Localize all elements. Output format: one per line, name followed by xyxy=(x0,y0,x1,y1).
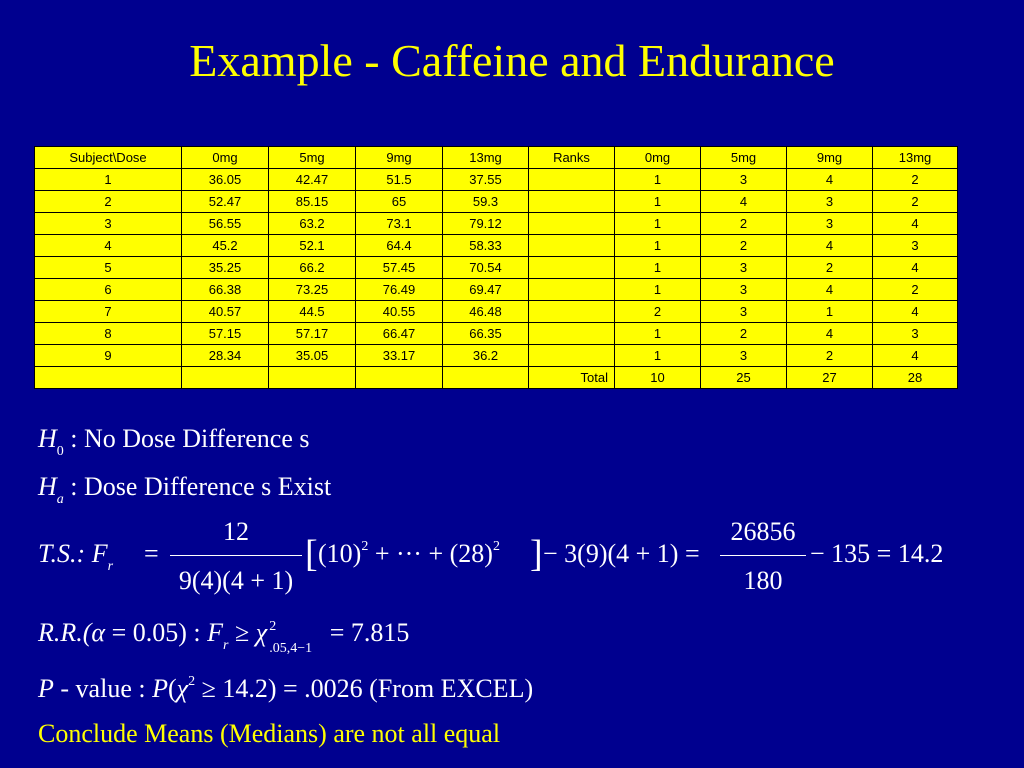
ha-subscript: a xyxy=(56,492,64,507)
ts-fraction-1 xyxy=(170,517,302,595)
column-header: 5mg xyxy=(269,147,356,169)
ts-term1: (10) xyxy=(318,539,362,568)
table-cell xyxy=(529,213,615,235)
table-row xyxy=(35,279,958,301)
table-cell: 4 xyxy=(35,235,182,257)
ts-label xyxy=(38,539,113,574)
rr-f-sub: r xyxy=(223,638,229,653)
table-cell xyxy=(529,301,615,323)
h0-symbol: H xyxy=(38,424,57,453)
column-header: 0mg xyxy=(182,147,269,169)
table-cell: 2 xyxy=(873,279,958,301)
table-cell: 2 xyxy=(873,169,958,191)
rejection-region xyxy=(38,618,410,656)
total-cell: 25 xyxy=(701,367,787,389)
table-cell: 37.55 xyxy=(443,169,529,191)
table-cell: 35.05 xyxy=(269,345,356,367)
chi-symbol: χ xyxy=(255,618,268,647)
ha-symbol: H xyxy=(38,472,57,501)
table-row xyxy=(35,257,958,279)
frac2-bar xyxy=(720,555,806,556)
table-cell xyxy=(529,169,615,191)
table-cell: 3 xyxy=(873,323,958,345)
table-cell: 1 xyxy=(615,323,701,345)
table-row xyxy=(35,213,958,235)
rr-label: R.R.( xyxy=(38,618,92,647)
rr-result: = 7.815 xyxy=(323,618,410,647)
column-header: 13mg xyxy=(873,147,958,169)
rr-chi-scripts xyxy=(267,618,323,656)
table-cell: 40.57 xyxy=(182,301,269,323)
ts-minus-part: − 3(9)(4 + 1) = xyxy=(543,539,700,568)
table-row xyxy=(35,235,958,257)
total-cell xyxy=(35,367,182,389)
table-cell: 64.4 xyxy=(356,235,443,257)
ts-sum-terms xyxy=(318,539,500,574)
ts-result: − 135 = 14.2 xyxy=(810,539,944,568)
table-cell: 66.2 xyxy=(269,257,356,279)
table-cell: 3 xyxy=(701,169,787,191)
table-cell: 4 xyxy=(701,191,787,213)
table-row xyxy=(35,169,958,191)
bracket-open: [ xyxy=(305,533,318,575)
total-cell: 27 xyxy=(787,367,873,389)
table-cell: 33.17 xyxy=(356,345,443,367)
table-cell xyxy=(529,323,615,345)
total-cell xyxy=(443,367,529,389)
table-cell xyxy=(529,257,615,279)
table-cell: 9 xyxy=(35,345,182,367)
table-cell: 66.38 xyxy=(182,279,269,301)
table-cell: 73.25 xyxy=(269,279,356,301)
table-cell: 2 xyxy=(615,301,701,323)
table-cell: 76.49 xyxy=(356,279,443,301)
total-cell xyxy=(269,367,356,389)
table-cell: 65 xyxy=(356,191,443,213)
table-cell: 1 xyxy=(615,279,701,301)
table-row xyxy=(35,191,958,213)
rr-alpha-value: = 0.05) : xyxy=(105,618,208,647)
table-cell: 6 xyxy=(35,279,182,301)
table-cell: 2 xyxy=(701,213,787,235)
table-cell: 66.35 xyxy=(443,323,529,345)
column-header: 9mg xyxy=(787,147,873,169)
ts-fraction-2 xyxy=(720,517,806,595)
p-chi-symbol: χ xyxy=(176,674,189,703)
table-cell: 1 xyxy=(615,257,701,279)
frac2-denominator: 180 xyxy=(743,566,783,595)
table-cell: 4 xyxy=(787,169,873,191)
table-cell: 2 xyxy=(701,323,787,345)
table-cell: 69.47 xyxy=(443,279,529,301)
ts-term1-sup: 2 xyxy=(361,539,369,554)
table-cell: 1 xyxy=(35,169,182,191)
table-cell: 58.33 xyxy=(443,235,529,257)
rr-chi-sub: .05,4−1 xyxy=(269,641,313,656)
table-cell: 2 xyxy=(787,257,873,279)
table-cell: 51.5 xyxy=(356,169,443,191)
null-hypothesis xyxy=(38,424,310,459)
rr-f: F xyxy=(207,618,224,647)
table-cell: 42.47 xyxy=(269,169,356,191)
table-cell xyxy=(529,345,615,367)
table-cell: 1 xyxy=(615,169,701,191)
table-cell: 4 xyxy=(873,301,958,323)
p-label: - value : xyxy=(53,674,153,703)
table-cell: 4 xyxy=(873,257,958,279)
column-header: 9mg xyxy=(356,147,443,169)
table-cell: 57.45 xyxy=(356,257,443,279)
table-cell: 4 xyxy=(787,323,873,345)
table-row xyxy=(35,323,958,345)
frac1-denominator: 9(4)(4 + 1) xyxy=(178,566,294,595)
total-row xyxy=(35,367,958,389)
conclusion-text: Conclude Means (Medians) are not all equal xyxy=(38,719,501,748)
table-cell: 59.3 xyxy=(443,191,529,213)
table-cell: 28.34 xyxy=(182,345,269,367)
column-header: Subject\Dose xyxy=(35,147,182,169)
p-value-line xyxy=(38,674,533,709)
table-cell: 7 xyxy=(35,301,182,323)
table-cell: 2 xyxy=(873,191,958,213)
alpha-symbol: α xyxy=(91,618,106,647)
table-body xyxy=(35,169,958,389)
table-cell: 1 xyxy=(615,235,701,257)
table-cell: 45.2 xyxy=(182,235,269,257)
table-cell xyxy=(529,235,615,257)
table-cell: 2 xyxy=(35,191,182,213)
table-cell: 4 xyxy=(787,279,873,301)
table-cell: 5 xyxy=(35,257,182,279)
table-cell: 46.48 xyxy=(443,301,529,323)
rr-chi-sup: 2 xyxy=(269,619,277,634)
table-cell: 3 xyxy=(701,345,787,367)
table-cell: 1 xyxy=(615,191,701,213)
total-cell xyxy=(182,367,269,389)
column-header: 0mg xyxy=(615,147,701,169)
p-chi-sup: 2 xyxy=(188,674,196,689)
ts-label-text: T.S.: F xyxy=(38,539,108,568)
table-cell: 85.15 xyxy=(269,191,356,213)
table-cell: 52.47 xyxy=(182,191,269,213)
table-cell: 1 xyxy=(615,345,701,367)
table-cell: 63.2 xyxy=(269,213,356,235)
caffeine-data-table xyxy=(34,146,958,389)
table-cell: 57.17 xyxy=(269,323,356,345)
table-cell: 4 xyxy=(787,235,873,257)
total-label: Total xyxy=(529,367,615,389)
total-cell xyxy=(356,367,443,389)
table-cell: 3 xyxy=(873,235,958,257)
frac2-numerator: 26856 xyxy=(730,517,796,546)
table-cell: 57.15 xyxy=(182,323,269,345)
ts-term2-sup: 2 xyxy=(492,539,500,554)
ts-label-subscript: r xyxy=(107,559,114,574)
table-row xyxy=(35,345,958,367)
table-cell: 79.12 xyxy=(443,213,529,235)
table-cell: 52.1 xyxy=(269,235,356,257)
table-cell: 36.2 xyxy=(443,345,529,367)
table-cell: 70.54 xyxy=(443,257,529,279)
table-cell: 3 xyxy=(701,279,787,301)
h0-subscript: 0 xyxy=(56,444,64,459)
bracket-close: ] xyxy=(530,533,543,575)
column-header: 5mg xyxy=(701,147,787,169)
table-cell xyxy=(529,191,615,213)
total-cell: 28 xyxy=(873,367,958,389)
ha-text: : Dose Difference s Exist xyxy=(70,472,332,501)
table-cell: 3 xyxy=(701,257,787,279)
table-cell: 56.55 xyxy=(182,213,269,235)
table-cell: 1 xyxy=(615,213,701,235)
slide-title: Example - Caffeine and Endurance xyxy=(189,35,835,86)
p-rest: ≥ 14.2) = .0026 (From EXCEL) xyxy=(195,674,534,703)
frac1-bar xyxy=(170,555,302,556)
alternative-hypothesis xyxy=(38,472,331,507)
table-cell: 40.55 xyxy=(356,301,443,323)
table-cell: 3 xyxy=(787,191,873,213)
table-cell: 3 xyxy=(787,213,873,235)
table-cell: 4 xyxy=(873,345,958,367)
table-cell: 8 xyxy=(35,323,182,345)
table-cell: 2 xyxy=(787,345,873,367)
p-open: ( xyxy=(167,674,177,703)
column-header: 13mg xyxy=(443,147,529,169)
rr-geq: ≥ xyxy=(228,618,256,647)
table-cell: 35.25 xyxy=(182,257,269,279)
ts-equals: = xyxy=(144,539,159,568)
table-cell: 44.5 xyxy=(269,301,356,323)
h0-text: : No Dose Difference s xyxy=(70,424,310,453)
table-cell xyxy=(529,279,615,301)
column-header: Ranks xyxy=(529,147,615,169)
table-cell: 3 xyxy=(701,301,787,323)
table-cell: 36.05 xyxy=(182,169,269,191)
table-cell: 3 xyxy=(35,213,182,235)
table-row xyxy=(35,301,958,323)
table-header-row xyxy=(35,147,958,169)
table-cell: 4 xyxy=(873,213,958,235)
table-cell: 73.1 xyxy=(356,213,443,235)
table-cell: 1 xyxy=(787,301,873,323)
frac1-numerator: 12 xyxy=(223,517,249,546)
table-cell: 66.47 xyxy=(356,323,443,345)
p-symbol: P xyxy=(38,674,54,703)
total-cell: 10 xyxy=(615,367,701,389)
ts-middle: + ··· + (28) xyxy=(368,539,493,568)
p-symbol-2: P xyxy=(152,674,168,703)
table-cell: 2 xyxy=(701,235,787,257)
